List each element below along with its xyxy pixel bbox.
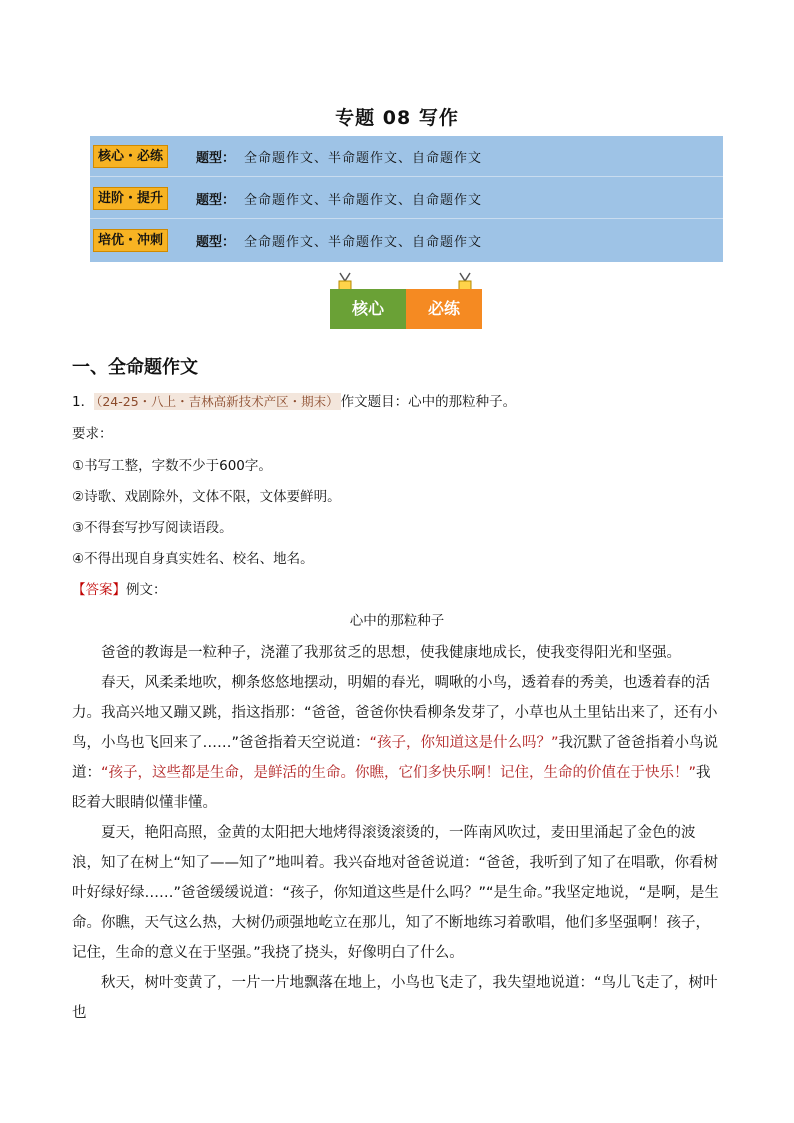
overview-badge: 核心・必练: [93, 145, 168, 168]
overview-row: [90, 136, 723, 177]
essay-paragraph: 秋天，树叶变黄了，一片一片地飘落在地上，小鸟也飞走了，我失望地说道：“鸟儿飞走了，树叶也: [72, 975, 718, 1021]
banner-left-label: 核心: [351, 299, 384, 318]
requirements-label: 要求：: [72, 426, 113, 442]
page-title: 专题 08 写作: [335, 107, 459, 129]
essay-title: 心中的那粒种子: [349, 613, 445, 629]
section-banner: [330, 271, 482, 329]
answer-line: [72, 579, 167, 601]
overview-text: 全命题作文、半命题作文、自命题作文: [244, 235, 483, 250]
essay-text: 我眨着大眼睛似懂非懂。: [72, 765, 711, 811]
overview-label: 题型：: [196, 193, 236, 208]
overview-badge: 进阶・提升: [93, 187, 168, 210]
overview-row: [90, 178, 723, 219]
requirement-item: ③不得套写抄写阅读语段。: [72, 520, 233, 536]
essay-text: 春天，风柔柔地吹，柳条悠悠地摆动，明媚的春光，啁啾的小鸟，透着春的秀美，也透着春的活力。我高兴地又蹦又跳，指这指那：“爸爸，爸爸你快看柳条发芽了，小草也从土里钻出来了，还有小鸟，小鸟也飞回来了……”爸爸指着天空说道：: [72, 675, 718, 751]
requirement-item: ②诗歌、戏剧除外，文体不限，文体要鲜明。: [72, 489, 341, 505]
overview-label: 题型：: [196, 235, 236, 250]
essay-paragraph: 爸爸的教诲是一粒种子，浇灌了我那贫乏的思想，使我健康地成长，使我变得阳光和坚强。: [101, 645, 681, 661]
overview-table: [90, 136, 723, 262]
overview-row: [90, 220, 723, 260]
essay-body: [72, 638, 722, 1028]
question-line: [72, 391, 516, 413]
essay-quote: “孩子，这些都是生命，是鲜活的生命。你瞧，它们多快乐啊！记住，生命的价值在于快乐！”: [101, 765, 697, 781]
overview-label: 题型：: [196, 151, 236, 166]
answer-lead: 例文：: [126, 582, 167, 598]
essay-paragraph: [72, 668, 722, 818]
question-prompt: 作文题目：心中的那粒种子。: [340, 394, 517, 410]
requirement-item: ①书写工整，字数不少于600字。: [72, 458, 272, 474]
question-number: 1．: [72, 394, 95, 410]
overview-text: 全命题作文、半命题作文、自命题作文: [244, 151, 483, 166]
section-title: 一、全命题作文: [72, 357, 198, 378]
answer-tag: 【答案】: [72, 582, 126, 598]
banner-right-label: 必练: [427, 299, 460, 318]
essay-paragraph: 夏天，艳阳高照，金黄的太阳把大地烤得滚烫滚烫的，一阵南风吹过，麦田里涌起了金色的波浪，知了在树上“知了——知了”地叫着。我兴奋地对爸爸说道：“爸爸，我听到了知了在唱歌，你看树叶好绿好绿……”爸爸缓缓说道：“孩子，你知道这些是什么吗？”“是生命。”我坚定地说，“是啊，是生命。你瞧，天气这么热，大树仍顽强地屹立在那儿，知了不断地练习着歌唱，他们多坚强啊！孩子，记住，生命的意义在于坚强。”我挠了挠头，好像明白了什么。: [72, 825, 719, 961]
question-source: （24-25・八上・吉林高新技术产区・期末）: [96, 394, 339, 409]
essay-text: 我沉默了爸爸指着小鸟说道：: [72, 735, 719, 781]
overview-text: 全命题作文、半命题作文、自命题作文: [244, 193, 483, 208]
overview-badge: 培优・冲刺: [93, 229, 168, 252]
requirement-item: ④不得出现自身真实姓名、校名、地名。: [72, 551, 314, 567]
essay-quote: “孩子，你知道这是什么吗？”: [369, 735, 559, 751]
